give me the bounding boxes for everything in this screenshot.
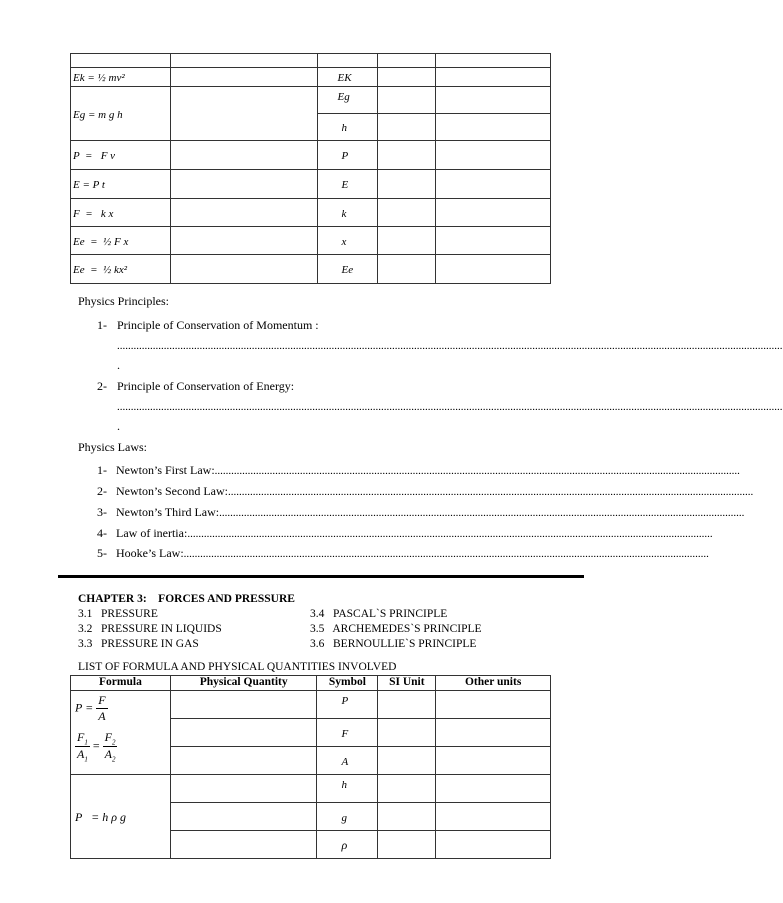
law-4-answer-line[interactable]: ............................................................................................................................................................................................... [187, 528, 713, 540]
laws-heading: Physics Laws: [78, 440, 147, 454]
principle-1-number: 1- [97, 318, 107, 332]
topic-3-4: 3.4 PASCAL`S PRINCIPLE [310, 608, 448, 620]
law-3-label: Newton’s Third Law: [116, 505, 220, 519]
symbol-eg: Eg [337, 91, 350, 103]
chapter-topics-left [78, 607, 222, 652]
principle-1-label: Principle of Conservation of Momentum : [117, 318, 319, 332]
topic-3-1: 3.1 PRESSURE [78, 608, 158, 620]
law-5-label: Hooke’s Law: [116, 546, 184, 560]
law-5-answer-line[interactable]: ............................................................................................................................................................................................... [183, 548, 709, 560]
formula-energy: E = P t [73, 179, 105, 191]
law-2-label: Newton’s Second Law: [116, 484, 228, 498]
law-5-number: 5- [97, 546, 107, 560]
topic-3-6: 3.6 BERNOULLIE`S PRINCIPLE [310, 638, 477, 650]
table-row [71, 170, 551, 199]
law-4-label: Law of inertia: [116, 526, 188, 540]
table-row [71, 141, 551, 170]
law-4-number: 4- [97, 526, 107, 540]
table-row [71, 68, 551, 87]
principle-1-answer-line[interactable]: .................................................................................................................................................................................................................................................. [117, 340, 783, 352]
principle-2-answer-line[interactable]: .................................................................................................................................................................................................................................................. [117, 401, 783, 413]
principle-2-number: 2- [97, 379, 107, 393]
topic-3-2: 3.2 PRESSURE IN LIQUIDS [78, 623, 222, 635]
formula-table [70, 675, 551, 859]
formula-power: P = F v [73, 150, 116, 162]
table-header-row [71, 676, 551, 691]
law-1 [97, 463, 740, 478]
symbol-ek: EK [337, 72, 352, 84]
table-row [71, 199, 551, 227]
section-divider [58, 575, 584, 578]
formula-elastic-energy-2: Ee = ½ kx² [73, 264, 128, 276]
principle-1-tail: . [117, 358, 120, 372]
table-row [71, 87, 551, 114]
law-1-label: Newton’s First Law: [116, 463, 215, 477]
law-3-answer-line[interactable]: ............................................................................................................................................................................................... [219, 507, 745, 519]
formula-list-title: LIST OF FORMULA AND PHYSICAL QUANTITIES INVOLVED [78, 661, 397, 673]
formula-elastic-energy-1: Ee = ½ F x [73, 235, 129, 248]
symbol-ee: Ee [341, 264, 354, 276]
topic-3-5: 3.5 ARCHEMEDES`S PRINCIPLE [310, 623, 482, 635]
formula-hooke: F = k x [73, 207, 114, 220]
symbol-p: P [341, 150, 349, 162]
header-other-units: Other units [436, 676, 551, 691]
formula-pascal: $\frac{F_1}{A_1}$ = $\frac{F_2}{A_2}$ [77, 730, 116, 764]
symbol-rho: ρ [341, 837, 348, 852]
formula-pressure: P = $\frac{F}{A}$ [75, 693, 106, 723]
table-row [71, 691, 551, 719]
law-4 [97, 526, 713, 541]
principles-heading: Physics Principles: [78, 294, 170, 308]
table-row [71, 255, 551, 284]
chapter-title: CHAPTER 3: FORCES AND PRESSURE [78, 593, 295, 605]
symbol-e: E [341, 179, 349, 191]
symbol-f2: F [341, 727, 349, 740]
chapter-topics-right [310, 607, 482, 652]
symbol-x: x [341, 235, 347, 248]
law-1-number: 1- [97, 463, 107, 477]
formula-potential-energy: Eg = m g h [73, 108, 123, 121]
law-3-number: 3- [97, 505, 107, 519]
header-symbol: Symbol [317, 676, 378, 691]
law-5 [97, 546, 709, 561]
law-3 [97, 505, 745, 520]
header-si-unit: SI Unit [378, 676, 436, 691]
table-row [71, 227, 551, 255]
symbol-g2: g [341, 811, 347, 824]
symbol-h2: h [341, 779, 347, 791]
symbol-k: k [341, 207, 347, 220]
formula-liquid-pressure: P = h ρ g [75, 809, 126, 824]
law-2-answer-line[interactable]: ............................................................................................................................................................................................... [227, 486, 754, 498]
symbol-h: h [341, 122, 347, 134]
law-2-number: 2- [97, 484, 107, 498]
header-formula: Formula [71, 676, 171, 691]
principle-2-tail: . [117, 419, 120, 433]
header-physical-quantity: Physical Quantity [170, 676, 317, 691]
table-row [71, 775, 551, 803]
symbol-p2: P [341, 695, 349, 707]
topic-3-3: 3.3 PRESSURE IN GAS [78, 638, 199, 650]
law-2 [97, 484, 754, 499]
table-row [71, 54, 551, 68]
law-1-answer-line[interactable]: ............................................................................................................................................................................................... [214, 465, 740, 477]
symbol-a2: A [341, 755, 349, 768]
formula-kinetic-energy: Ek = ½ mv² [73, 72, 125, 84]
principle-2-label: Principle of Conservation of Energy: [117, 379, 295, 393]
